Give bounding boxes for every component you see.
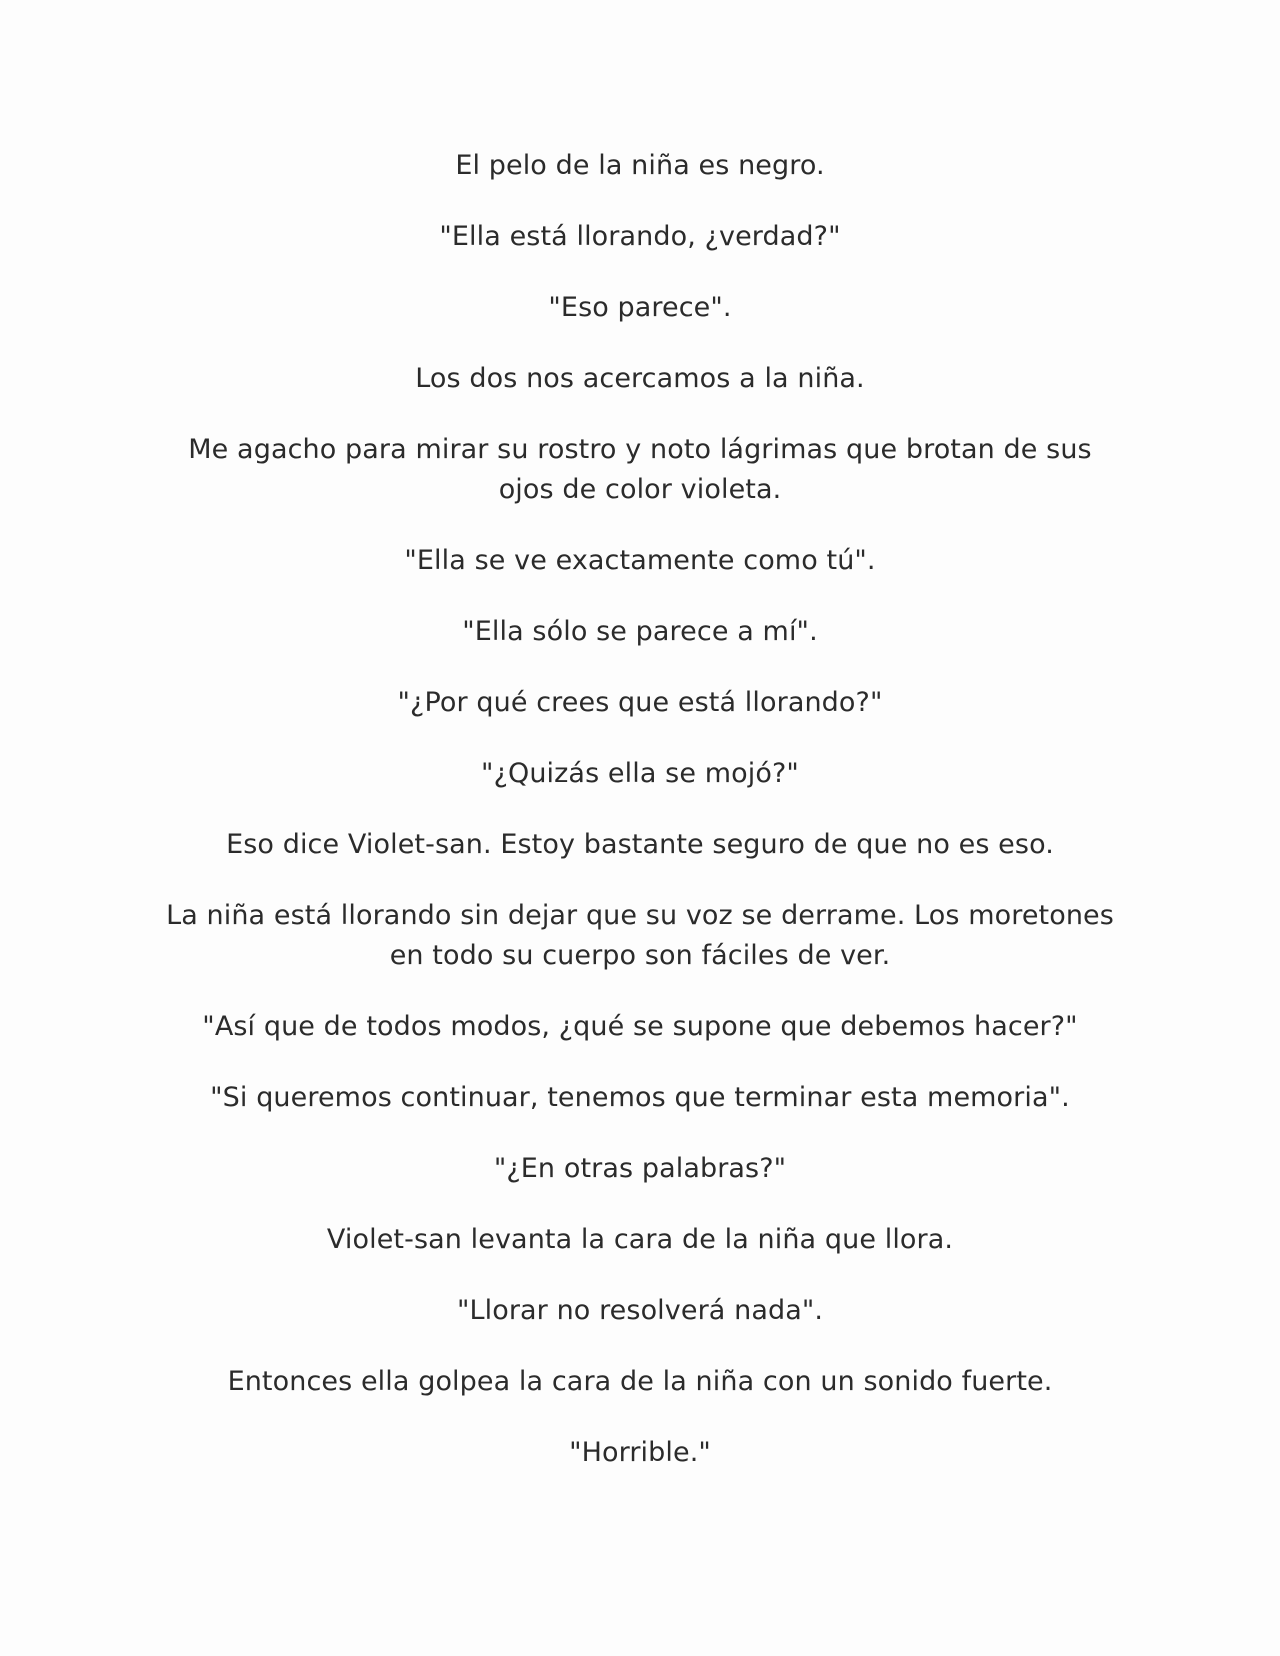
paragraph: Entonces ella golpea la cara de la niña con un sonido fuerte. <box>227 1366 1053 1397</box>
paragraph: "¿En otras palabras?" <box>493 1153 787 1184</box>
paragraph: Los dos nos acercamos a la niña. <box>415 363 865 394</box>
paragraph: "Ella sólo se parece a mí". <box>462 616 818 647</box>
paragraph: La niña está llorando sin dejar que su voz se derrame. Los moretones en todo su cuerpo son fáciles de ver. <box>166 900 1114 971</box>
paragraph: "Eso parece". <box>548 292 732 323</box>
paragraph: Eso dice Violet-san. Estoy bastante seguro de que no es eso. <box>226 829 1054 860</box>
paragraph: "Así que de todos modos, ¿qué se supone que debemos hacer?" <box>202 1011 1078 1042</box>
paragraph: "¿Por qué crees que está llorando?" <box>397 687 883 718</box>
paragraph: "Ella está llorando, ¿verdad?" <box>439 221 841 252</box>
paragraph: "Ella se ve exactamente como tú". <box>404 545 876 576</box>
paragraph: El pelo de la niña es negro. <box>455 150 825 181</box>
paragraph: Violet-san levanta la cara de la niña que llora. <box>326 1224 954 1255</box>
paragraph: "¿Quizás ella se mojó?" <box>481 758 799 789</box>
paragraph: "Horrible." <box>569 1437 711 1468</box>
document-page <box>160 146 1120 1504</box>
paragraph: "Llorar no resolverá nada". <box>456 1295 824 1326</box>
paragraph: "Si queremos continuar, tenemos que terminar esta memoria". <box>210 1082 1070 1113</box>
paragraph: Me agacho para mirar su rostro y noto lágrimas que brotan de sus ojos de color violeta. <box>188 434 1092 505</box>
